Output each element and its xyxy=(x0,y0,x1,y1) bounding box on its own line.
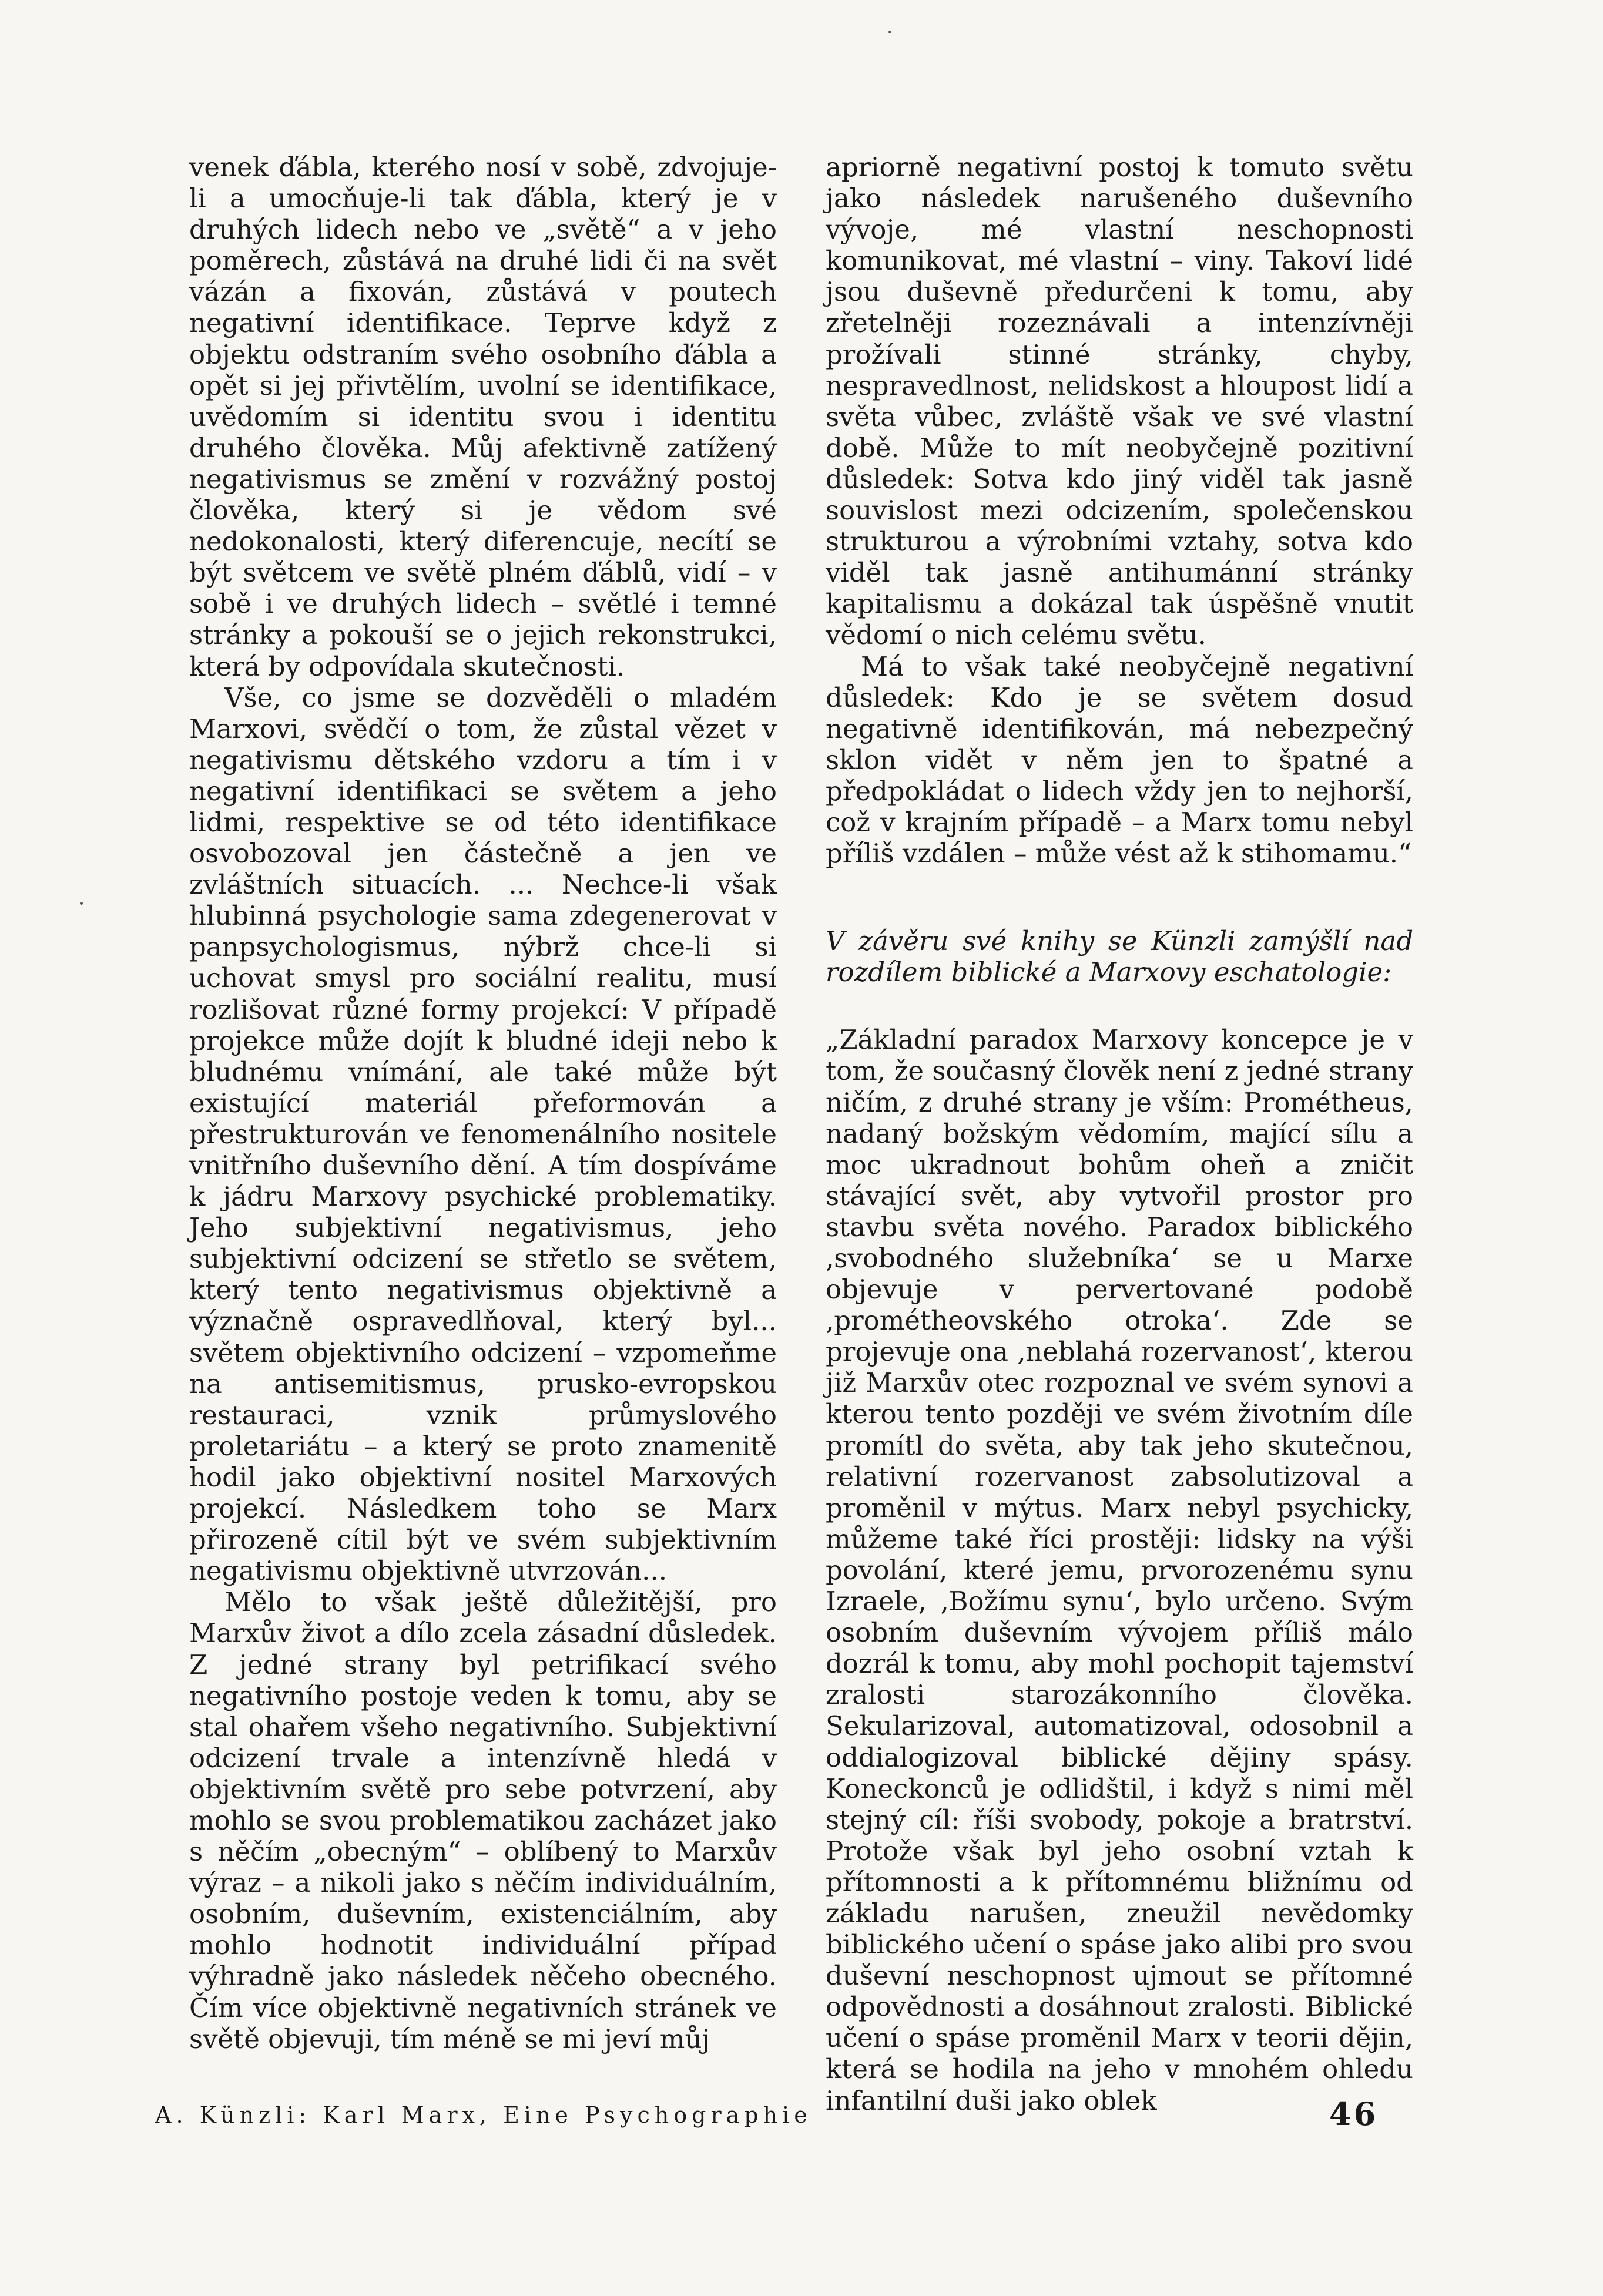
paper-speck xyxy=(80,902,83,905)
left-column xyxy=(189,152,777,2055)
left-paragraph-3: Mělo to však ještě důležitější, pro Marxův život a dílo zcela zásadní důsledek. Z jedné strany byl petrifikací svého negativního postoje veden k tomu, aby se stal ohařem všeho negativního. Subjektivní odcizení trvale a intenzívně hledá v objektivním světě pro sebe potvrzení, aby mohlo se svou problematikou zacházet jako s něčím „obecným“ – oblíbený to Marxův výraz – a nikoli jako s něčím individuálním, osobním, duševním, existenciálním, aby mohlo hodnotit individuální případ výhradně jako následek něčeho obecného. Čím více objektivně negativních stránek ve světě objevuji, tím méně se mi jeví můj xyxy=(189,1586,777,2055)
page-number: 46 xyxy=(1329,2095,1379,2133)
left-paragraph-1: venek ďábla, kterého nosí v sobě, zdvojuje-li a umocňuje-li tak ďábla, který je v druhých lidech nebo ve „světě“ a v jeho poměrech, zůstává na druhé lidi či na svět vázán a fixován, zůstává v poutech negativní identifikace. Teprve když z objektu odstraním svého osobního ďábla a opět si jej přivtělím, uvolní se identifikace, uvědomím si identitu svou i identitu druhého člověka. Můj afektivně zatížený negativismus se změní v rozvážný postoj člověka, který si je vědom své nedokonalosti, který diferencuje, necítí se být světcem ve světě plném ďáblů, vidí – v sobě i ve druhých lidech – světlé i temné stránky a pokouší se o jejich rekonstrukci, která by odpovídala skutečnosti. xyxy=(189,152,777,682)
italic-editorial-note: V závěru své knihy se Künzli zamýšlí nad rozdílem biblické a Marxovy eschatologie: xyxy=(826,925,1413,988)
left-paragraph-2: Vše, co jsme se dozvěděli o mladém Marxovi, svědčí o tom, že zůstal vězet v negativismu dětského vzdoru a tím i v negativní identifikaci se světem a jeho lidmi, respektive se od této identifikace osvobozoval jen částečně a jen ve zvláštních situacích. ... Nechce-li však hlubinná psychologie sama zdegenerovat v panpsychologismus, nýbrž chce-li si uchovat smysl pro sociální realitu, musí rozlišovat různé formy projekcí: V případě projekce může dojít k bludné ideji nebo k bludnému vnímání, ale také může být existující materiál přeformován a přestrukturován ve fenomenálního nositele vnitřního duševního dění. A tím dospíváme k jádru Marxovy psychické problematiky. Jeho subjektivní negativismus, jeho subjektivní odcizení se střetlo se světem, který tento negativismus objektivně a význačně ospravedlňoval, který byl... světem objektivního odcizení – vzpomeňme na antisemitismus, prusko-evropskou restauraci, vznik průmyslového proletariátu – a který se proto znamenitě hodil jako objektivní nositel Marxových projekcí. Následkem toho se Marx přirozeně cítil být ve svém subjektivním negativismu objektivně utvrzován... xyxy=(189,682,777,1587)
right-paragraph-1: apriorně negativní postoj k tomuto světu jako následek narušeného duševního vývoje, mé vlastní neschopnosti komunikovat, mé vlastní – viny. Takoví lidé jsou duševně předurčeni k tomu, aby zřetelněji rozeznávali a intenzívněji prožívali stinné stránky, chyby, nespravedlnost, nelidskost a hloupost lidí a světa vůbec, zvláště však ve své vlastní době. Může to mít neobyčejně pozitivní důsledek: Sotva kdo jiný viděl tak jasně souvislost mezi odcizením, společenskou strukturou a výrobními vztahy, sotva kdo viděl tak jasně antihumánní stránky kapitalismu a dokázal tak úspěšně vnutit vědomí o nich celému světu. xyxy=(826,152,1413,651)
right-paragraph-quote: „Základní paradox Marxovy koncepce je v tom, že současný člověk není z jedné strany ničím, z druhé strany je vším: Prométheus, nadaný božským vědomím, mající sílu a moc ukradnout bohům oheň a zničit stávající svět, aby vytvořil prostor pro stavbu světa nového. Paradox biblického ‚svobodného služebníka‘ se u Marxe objevuje v pervertované podobě ‚prométheovského otroka‘. Zde se projevuje ona ‚neblahá rozervanost‘, kterou již Marxův otec rozpoznal ve svém synovi a kterou tento později ve svém životním díle promítl do světa, aby tak jeho skutečnou, relativní rozervanost zabsolutizoval a proměnil v mýtus. Marx nebyl psychicky, můžeme také říci prostěji: lidsky na výši povolání, které jemu, prvorozenému synu Izraele, ‚Božímu synu‘, bylo určeno. Svým osobním duševním vývojem příliš málo dozrál k tomu, aby mohl pochopit tajemství zralosti starozákonního člověka. Sekularizoval, automatizoval, odosobnil a oddialogizoval biblické dějiny spásy. Koneckonců je odlidštil, i když s nimi měl stejný cíl: říši svobody, pokoje a bratrství. Protože však byl jeho osobní vztah k přítomnosti a k přítomnému bližnímu od základu narušen, zneužil nevědomky biblického učení o spáse jako alibi pro svou duševní neschopnost ujmout se přítomné odpovědnosti a dosáhnout zralosti. Biblické učení o spáse proměnil Marx v teorii dějin, která se hodila na jeho v mnohém ohledu infantilní duši jako oblek xyxy=(826,1024,1413,2116)
footer-source: A. Künzli: Karl Marx, Eine Psychographie xyxy=(155,2102,812,2128)
right-paragraph-2: Má to však také neobyčejně negativní důsledek: Kdo je se světem dosud negativně identifikován, má nebezpečný sklon vidět v něm jen to špatné a předpokládat o lidech vždy jen to nejhorší, což v krajním případě – a Marx tomu nebyl příliš vzdálen – může vést až k stihomamu.“ xyxy=(826,650,1413,870)
paper-speck xyxy=(888,31,891,33)
right-column xyxy=(826,152,1413,2116)
